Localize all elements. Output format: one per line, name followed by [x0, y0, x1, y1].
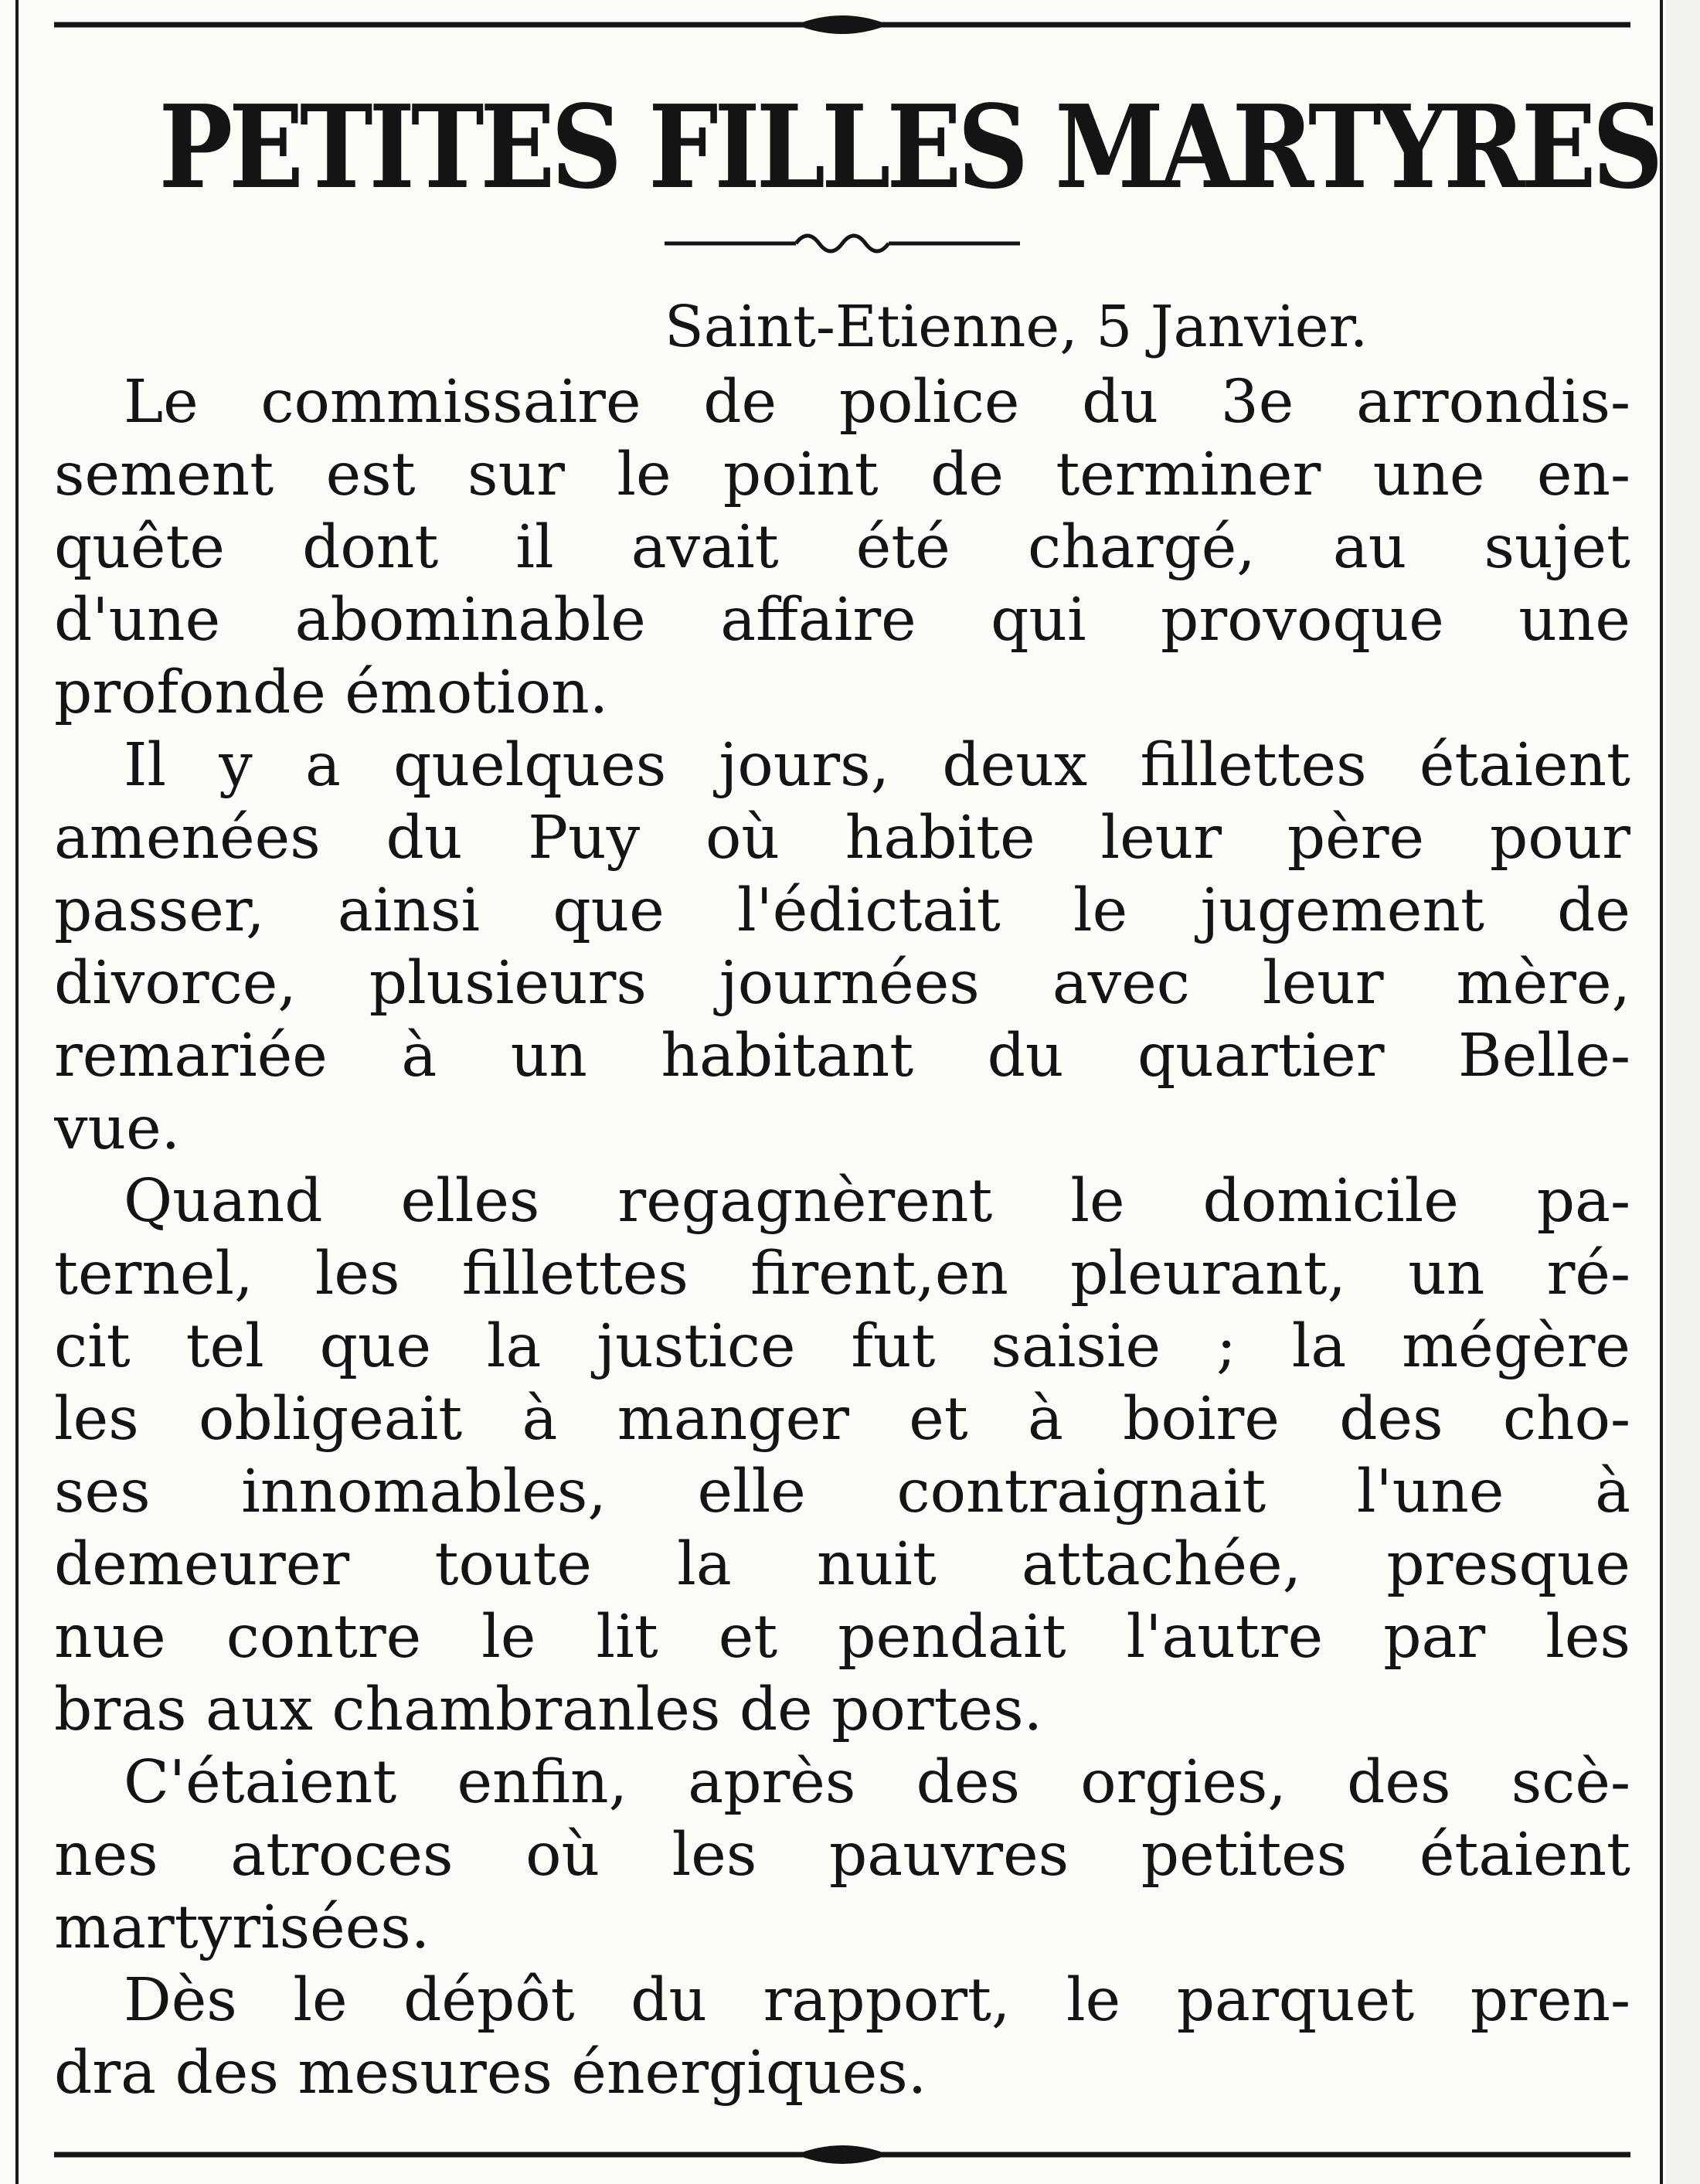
- text-line: passer, ainsi que l'édictait le jugement de: [54, 876, 1630, 945]
- text-line: Dès le dépôt du rapport, le parquet pren-: [124, 1966, 1630, 2035]
- text-line: d'une abominable affaire qui provoque une: [54, 586, 1630, 655]
- text-line: cit tel que la justice fut saisie ; la mégère: [54, 1312, 1630, 1381]
- paragraph-1: [54, 366, 1630, 730]
- text-line: profonde émotion.: [54, 658, 609, 727]
- text-line: nue contre le lit et pendait l'autre par les: [54, 1603, 1630, 1672]
- bottom-ornamental-rule: [54, 2133, 1630, 2179]
- top-ornamental-rule: [54, 0, 1630, 46]
- left-column-rule: [15, 0, 19, 2184]
- paragraph-5: [54, 1965, 1630, 2110]
- adjacent-column-edge: [1666, 0, 1700, 2184]
- paragraph-3: [54, 1165, 1630, 1747]
- article-body: [54, 366, 1630, 2110]
- text-line: quête dont il avait été chargé, au sujet: [54, 513, 1630, 582]
- text-line: dra des mesures énergiques.: [54, 2039, 927, 2107]
- text-line: martyrisées.: [54, 1893, 430, 1962]
- text-line: bras aux chambranles de portes.: [54, 1675, 1043, 1744]
- text-line: vue.: [54, 1094, 181, 1163]
- text-line: remariée à un habitant du quartier Belle-: [54, 1022, 1630, 1090]
- text-line: C'étaient enfin, après des orgies, des scè-: [124, 1748, 1630, 1817]
- text-line: demeurer toute la nuit attachée, presque: [54, 1530, 1630, 1599]
- dateline: Saint-Etienne, 5 Janvier.: [665, 294, 1368, 360]
- text-line: amenées du Puy où habite leur père pour: [54, 804, 1630, 873]
- text-line: divorce, plusieurs journées avec leur mère,: [54, 949, 1630, 1018]
- text-line: Quand elles regagnèrent le domicile pa-: [124, 1167, 1630, 1236]
- text-line: nes atroces où les pauvres petites étaient: [54, 1821, 1630, 1890]
- paragraph-2: [54, 730, 1630, 1165]
- text-line: ses innomables, elle contraignait l'une à: [54, 1458, 1630, 1526]
- right-column-rule: [1660, 0, 1663, 2184]
- text-line: les obligeait à manger et à boire des cho-: [54, 1385, 1630, 1454]
- text-line: Le commissaire de police du 3e arrondis-: [124, 368, 1630, 437]
- text-line: ternel, les fillettes firent,en pleurant, un ré-: [54, 1240, 1630, 1308]
- headline: PETITES FILLES MARTYRES: [158, 80, 1660, 214]
- text-line: Il y a quelques jours, deux fillettes étaient: [124, 731, 1630, 800]
- squiggle-divider: [665, 224, 1020, 263]
- text-line: sement est sur le point de terminer une en-: [54, 441, 1630, 509]
- paragraph-4: [54, 1747, 1630, 1965]
